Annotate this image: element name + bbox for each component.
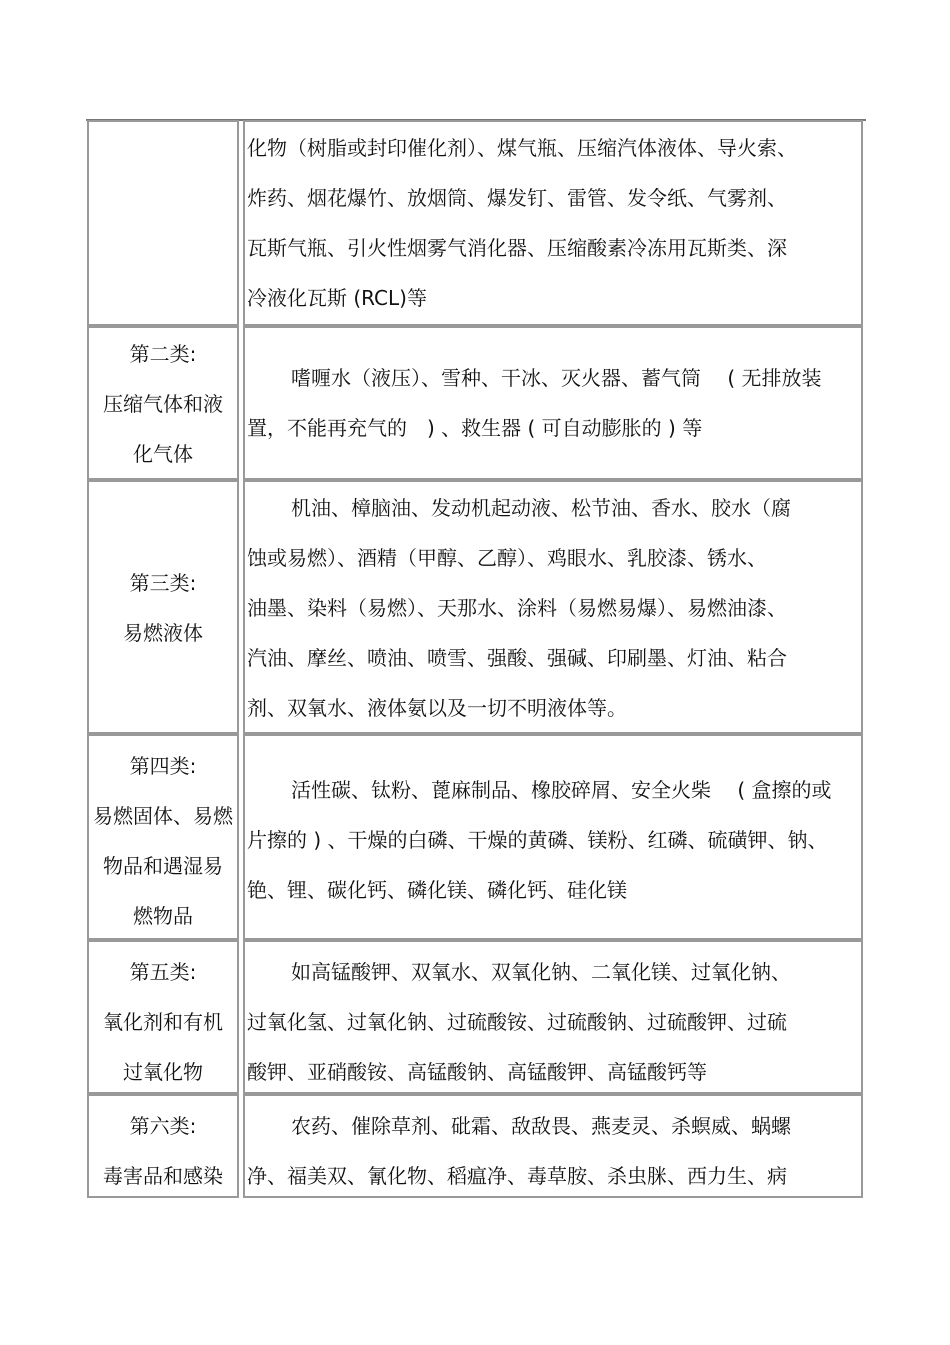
- content-line: 汽油、摩丝、喷油、喷雪、强酸、强碱、印刷墨、灯油、粘合: [247, 646, 787, 670]
- content-cell: [243, 120, 863, 326]
- content-line: 置，不能再充气的 ) 、救生器 ( 可自动膨胀的 ) 等: [247, 416, 703, 440]
- content-cell: [243, 326, 863, 480]
- table-row: [87, 326, 863, 480]
- table-row: [87, 480, 863, 734]
- content-line: 油墨、染料（易燃）、天那水、涂料（易燃易爆）、易燃油漆、: [247, 596, 787, 620]
- content-line: 冷液化瓦斯 (RCL)等: [247, 286, 427, 310]
- category-line: 第二类:: [129, 342, 197, 366]
- category-line: 毒害品和感染: [103, 1164, 223, 1188]
- content-line: 炸药、烟花爆竹、放烟筒、爆发钉、雷管、发令纸、气雾剂、: [247, 186, 787, 210]
- category-line: 易燃固体、易燃: [93, 804, 233, 828]
- content-line: 机油、樟脑油、发动机起动液、松节油、香水、胶水（腐: [291, 496, 791, 520]
- content-cell: [243, 940, 863, 1094]
- table-row: [87, 1094, 863, 1198]
- content-line: 如高锰酸钾、双氧水、双氧化钠、二氧化镁、过氧化钠、: [291, 960, 791, 984]
- category-cell: [87, 734, 239, 940]
- content-cell: [243, 1094, 863, 1198]
- content-line: 嗜喱水（液压）、雪种、干冰、灭火器、蓄气筒 ( 无排放装: [291, 366, 822, 390]
- table-row: [87, 940, 863, 1094]
- table-row: [87, 120, 863, 326]
- category-cell: [87, 480, 239, 734]
- content-line: 化物（树脂或封印催化剂）、煤气瓶、压缩汽体液体、导火索、: [247, 136, 797, 160]
- category-line: 易燃液体: [123, 621, 203, 645]
- category-line: 第六类:: [129, 1114, 197, 1138]
- content-line: 活性碳、钛粉、蓖麻制品、橡胶碎屑、安全火柴 ( 盒擦的或: [291, 778, 832, 802]
- category-line: 物品和遇湿易: [103, 854, 223, 878]
- category-line: 过氧化物: [123, 1060, 203, 1084]
- content-line: 净、福美双、氰化物、稻瘟净、毒草胺、杀虫脒、西力生、病: [247, 1164, 787, 1188]
- category-line: 第三类:: [129, 571, 197, 595]
- category-line: 氧化剂和有机: [103, 1010, 223, 1034]
- category-line: 第四类:: [129, 754, 197, 778]
- category-line: 压缩气体和液: [103, 392, 223, 416]
- category-line: 第五类:: [129, 960, 197, 984]
- category-line: 燃物品: [133, 904, 193, 928]
- content-line: 剂、双氧水、液体氨以及一切不明液体等。: [247, 696, 627, 720]
- category-cell: [87, 940, 239, 1094]
- content-line: 片擦的 ) 、干燥的白磷、干燥的黄磷、镁粉、红磷、硫磺钾、钠、: [247, 828, 828, 852]
- content-line: 瓦斯气瓶、引火性烟雾气消化器、压缩酸素冷冻用瓦斯类、深: [247, 236, 787, 260]
- content-line: 农药、催除草剂、砒霜、敌敌畏、燕麦灵、杀螟威、蜗螺: [291, 1114, 791, 1138]
- dangerous-goods-table: [86, 119, 866, 1188]
- content-cell: [243, 734, 863, 940]
- content-cell: [243, 480, 863, 734]
- content-line: 蚀或易燃）、酒精（甲醇、乙醇）、鸡眼水、乳胶漆、锈水、: [247, 546, 767, 570]
- content-line: 过氧化氢、过氧化钠、过硫酸铵、过硫酸钠、过硫酸钾、过硫: [247, 1010, 787, 1034]
- category-line: 化气体: [133, 442, 193, 466]
- table-row: [87, 734, 863, 940]
- category-cell: [87, 1094, 239, 1198]
- content-line: 铯、锂、碳化钙、磷化镁、磷化钙、硅化镁: [247, 878, 627, 902]
- category-cell: [87, 326, 239, 480]
- content-line: 酸钾、亚硝酸铵、高锰酸钠、高锰酸钾、高锰酸钙等: [247, 1060, 707, 1084]
- category-cell: [87, 120, 239, 326]
